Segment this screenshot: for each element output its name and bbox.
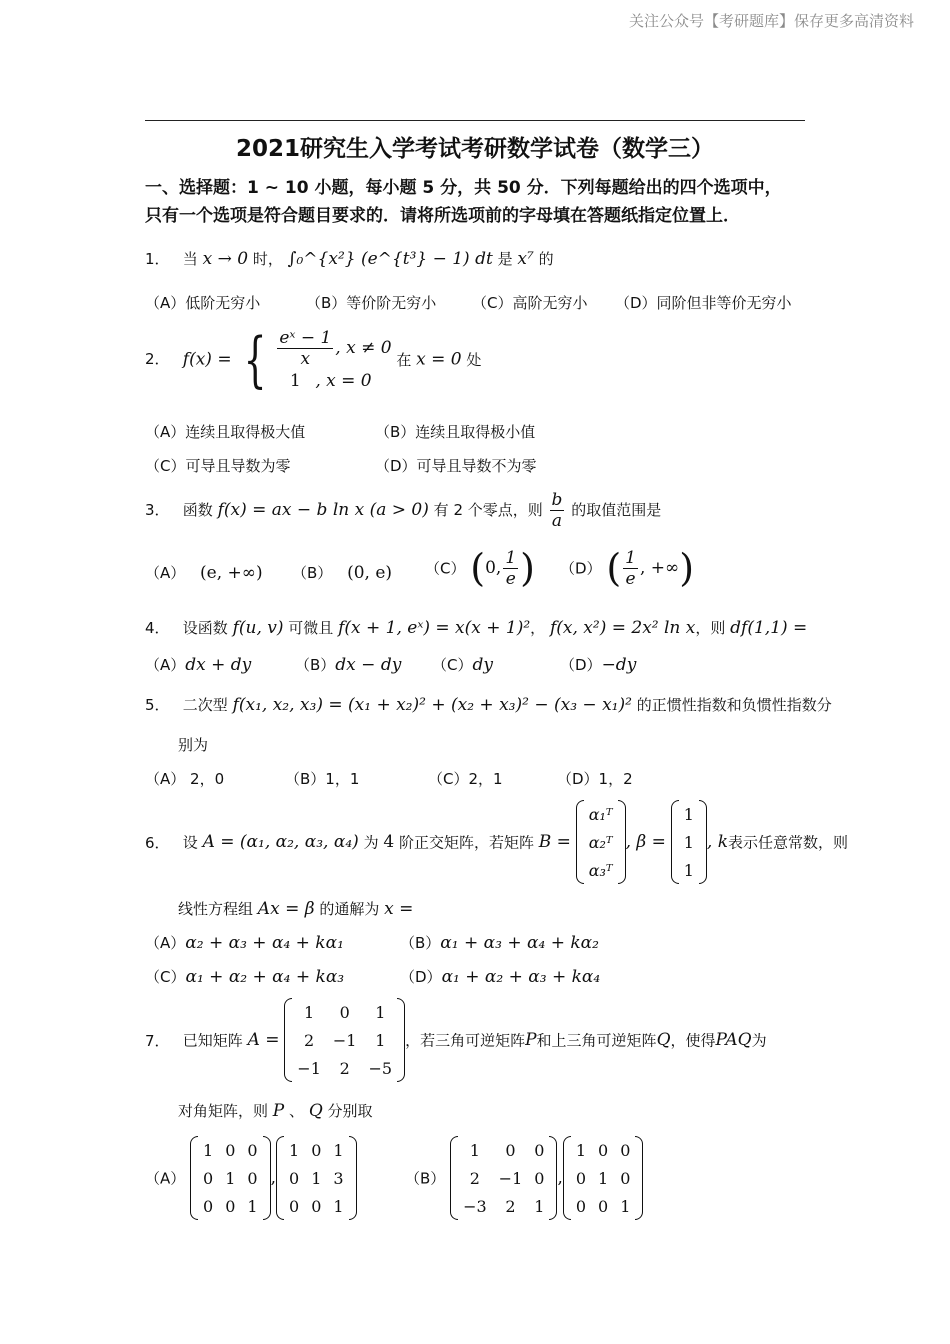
- matrix-cell: 2: [469, 1168, 480, 1188]
- matrix-cell: 1: [311, 1168, 322, 1188]
- q6-option-c[interactable]: [145, 966, 344, 987]
- option-value: dx + dy: [185, 655, 252, 675]
- matrix-P: [450, 1136, 557, 1220]
- math-A: A = (α₁, α₂, α₃, α₄): [202, 832, 359, 852]
- matrix-cell: 1: [534, 1196, 545, 1216]
- text: 的正惯性指数和负惯性指数分: [636, 696, 832, 714]
- q2-option-a[interactable]: （A）连续且取得极大值: [145, 423, 306, 441]
- math-P: P: [272, 1101, 285, 1121]
- matrix-cell: 0: [534, 1168, 545, 1188]
- matrix-cell: 1: [304, 1002, 315, 1022]
- q2-option-b[interactable]: （B）连续且取得极小值: [375, 423, 536, 441]
- matrix-cell: −5: [368, 1058, 393, 1078]
- option-value: 0,: [485, 558, 502, 578]
- paren-left-icon: (: [470, 546, 486, 590]
- text: 、: [289, 1102, 305, 1120]
- q7-option-b[interactable]: [405, 1136, 643, 1220]
- math-beta: , β =: [625, 832, 666, 852]
- paren-right-icon: ): [679, 546, 695, 590]
- matrix-cell: 1: [683, 832, 694, 852]
- numerator: 1: [505, 547, 517, 568]
- question-number: 1．: [145, 250, 170, 268]
- denominator: e: [625, 568, 636, 589]
- q5-option-d[interactable]: （D）1，2: [557, 770, 633, 788]
- question-4: [145, 617, 807, 638]
- math-k: , k: [706, 832, 728, 852]
- matrix-cell: 0: [203, 1168, 214, 1188]
- matrix-cell: α₃ᵀ: [588, 860, 613, 880]
- q1-option-a[interactable]: （A）低阶无穷小: [145, 294, 261, 312]
- matrix-cell: 1: [203, 1140, 214, 1160]
- option-value: −dy: [601, 655, 637, 675]
- math-four: 4: [383, 832, 395, 852]
- matrix-cell: 1: [469, 1140, 480, 1160]
- math-expr: x⁷: [517, 249, 534, 269]
- option-value: α₁ + α₂ + α₄ + kα₃: [185, 967, 345, 987]
- option-value: α₁ + α₂ + α₃ + kα₄: [441, 967, 601, 987]
- math-function: f(x) = ax − b ln x (a > 0): [217, 500, 429, 520]
- text: 阶正交矩阵，若矩阵: [398, 833, 534, 852]
- math-x: x =: [384, 899, 414, 919]
- paren-right-icon: ): [520, 546, 535, 590]
- option-label: （A）: [145, 656, 186, 674]
- text: 和上三角可逆矩阵: [536, 1031, 657, 1050]
- option-label: （B）: [400, 934, 441, 952]
- question-6: [145, 800, 848, 884]
- math-f: f(u, v): [232, 618, 284, 638]
- option-label: （A）: [145, 1169, 186, 1188]
- matrix-cell: 1: [247, 1196, 258, 1216]
- option-label: （B）: [295, 656, 336, 674]
- matrix-cell: 0: [575, 1196, 587, 1216]
- question-2: [145, 324, 482, 395]
- text: 处: [466, 351, 482, 369]
- q1-option-d[interactable]: （D）同阶但非等价无穷小: [615, 294, 792, 312]
- matrix-cell: 1: [375, 1030, 386, 1050]
- matrix-cell: 0: [225, 1196, 236, 1216]
- text: 可微且: [288, 619, 334, 637]
- q4-option-c[interactable]: [432, 654, 493, 675]
- text: 为: [363, 833, 379, 852]
- numerator: eˣ − 1: [279, 328, 332, 348]
- math-P: P: [525, 1030, 537, 1050]
- matrix-cell: 0: [598, 1196, 609, 1216]
- matrix-beta: [671, 800, 707, 884]
- matrix-cell: 0: [247, 1168, 258, 1188]
- text: 当: [182, 250, 198, 268]
- option-label: （C）: [432, 656, 473, 674]
- page-title: 2021研究生入学考试考研数学试卷（数学三）: [235, 136, 714, 162]
- matrix-cell: 1: [375, 1002, 386, 1022]
- question-number: 5．: [145, 696, 170, 714]
- matrix-cell: 1: [683, 860, 694, 880]
- matrix-cell: 0: [620, 1168, 631, 1188]
- math-condition: x → 0: [202, 249, 249, 269]
- math-A: A =: [247, 1030, 280, 1050]
- section-instructions: [145, 174, 810, 230]
- matrix-Q: [276, 1136, 357, 1220]
- option-value: (0, e): [347, 563, 393, 583]
- option-label: （B）: [292, 564, 333, 582]
- matrix-cell: 1: [683, 804, 694, 824]
- question-number: 7．: [145, 1031, 170, 1050]
- q3-option-d[interactable]: [560, 546, 694, 590]
- question-1: [145, 248, 554, 269]
- matrix-A: [284, 998, 405, 1082]
- section-line-2: 只有一个选项是符合题目要求的．请将所选项前的字母填在答题纸指定位置上．: [145, 206, 740, 226]
- option-label: （D）: [560, 656, 602, 674]
- text: 函数: [182, 501, 213, 519]
- section-line-1: 一、选择题：1 ~ 10 小题，每小题 5 分，共 50 分．下列每题给出的四个选项中，: [145, 178, 782, 198]
- comma: ,: [270, 1168, 277, 1188]
- text: ，则: [695, 619, 726, 637]
- matrix-cell: 1: [225, 1168, 236, 1188]
- denominator: x: [300, 349, 311, 369]
- text: ，若三角可逆矩阵: [405, 1031, 526, 1050]
- question-6-line-2: [178, 898, 413, 919]
- q5-option-b[interactable]: （B）1，1: [285, 770, 360, 788]
- matrix-cell: −1: [297, 1058, 321, 1078]
- matrix-cell: −1: [498, 1168, 523, 1188]
- watermark: 关注公众号【考研题库】保存更多高清资料: [628, 12, 914, 30]
- text: 已知矩阵: [182, 1031, 243, 1050]
- matrix-cell: 0: [575, 1168, 587, 1188]
- math-integral: ∫₀^{x²} (e^{t³} − 1) dt: [287, 249, 493, 269]
- option-label: （D）: [400, 968, 442, 986]
- text: 的取值范围是: [571, 501, 662, 519]
- math-B: B =: [538, 832, 571, 852]
- text: 时，: [252, 250, 283, 268]
- question-3: [145, 490, 661, 531]
- matrix-cell: 0: [339, 1002, 350, 1022]
- q3-option-b[interactable]: [292, 562, 392, 583]
- case-1-condition: , x ≠ 0: [335, 338, 392, 358]
- matrix-cell: 1: [333, 1140, 344, 1160]
- matrix-Q: [563, 1136, 644, 1220]
- option-label: （B）: [405, 1169, 446, 1188]
- text: 线性方程组: [178, 900, 254, 918]
- question-number: 6．: [145, 833, 170, 852]
- text: 有 2 个零点，则: [433, 501, 543, 519]
- numerator: 1: [625, 547, 636, 568]
- math-PAQ: PAQ: [715, 1030, 752, 1050]
- matrix-P: [190, 1136, 271, 1220]
- q3-option-c[interactable]: [425, 546, 535, 590]
- option-label: （C）: [425, 559, 466, 578]
- option-label: （A）: [145, 564, 186, 582]
- matrix-cell: 1: [575, 1140, 587, 1160]
- q2-option-d[interactable]: （D）可导且导数不为零: [375, 457, 537, 475]
- matrix-cell: 1: [333, 1196, 344, 1216]
- question-7-line-2: [178, 1100, 373, 1121]
- text: 设: [182, 833, 198, 852]
- math-Q: Q: [656, 1030, 671, 1050]
- matrix-cell: 0: [311, 1140, 322, 1160]
- fraction-b-over-a: [550, 490, 565, 531]
- option-label: （D）: [560, 559, 602, 578]
- q1-option-b[interactable]: （B）等价阶无穷小: [306, 294, 437, 312]
- comma: ,: [557, 1168, 563, 1188]
- denominator: e: [505, 568, 516, 589]
- text: 二次型: [182, 696, 228, 714]
- fraction: [503, 548, 518, 589]
- question-7: [145, 998, 767, 1082]
- question-5: [145, 694, 832, 715]
- case-2-condition: , x = 0: [315, 371, 372, 391]
- matrix-cell: 0: [505, 1140, 516, 1160]
- fraction: [623, 548, 638, 589]
- text: 分别取: [327, 1102, 373, 1120]
- math-ask: df(1,1) =: [730, 618, 808, 638]
- q4-option-b[interactable]: [295, 654, 401, 675]
- option-value: , +∞: [640, 558, 680, 578]
- q6-option-b[interactable]: [400, 932, 599, 953]
- case-2-value: 1: [289, 371, 301, 391]
- q5-option-a[interactable]: （A） 2，0: [145, 770, 225, 788]
- text: ，使得: [670, 1031, 716, 1050]
- text: 的: [538, 250, 554, 268]
- matrix-cell: 0: [247, 1140, 258, 1160]
- text: 是: [497, 250, 513, 268]
- matrix-cell: α₁ᵀ: [588, 804, 613, 824]
- numerator: b: [551, 490, 563, 510]
- text: 的通解为: [319, 900, 380, 918]
- matrix-cell: 0: [225, 1140, 236, 1160]
- text: 设函数: [182, 619, 228, 637]
- matrix-cell: 0: [534, 1140, 545, 1160]
- matrix-cell: 2: [339, 1058, 350, 1078]
- option-value: dy: [472, 655, 493, 675]
- matrix-cell: 0: [289, 1168, 300, 1188]
- math-condition-2: f(x, x²) = 2x² ln x: [549, 618, 696, 638]
- q6-option-a[interactable]: [145, 932, 344, 953]
- brace-icon: {: [243, 324, 267, 395]
- q2-option-c[interactable]: （C）可导且导数为零: [145, 457, 291, 475]
- matrix-cell: 2: [505, 1196, 516, 1216]
- matrix-cell: 0: [598, 1140, 609, 1160]
- text: 为: [751, 1031, 767, 1050]
- paren-left-icon: (: [606, 546, 622, 590]
- question-number: 4．: [145, 619, 170, 637]
- matrix-cell: 3: [333, 1168, 344, 1188]
- math-condition-1: f(x + 1, eˣ) = x(x + 1)²: [338, 618, 531, 638]
- matrix-B: [576, 800, 626, 884]
- math-system: Ax = β: [257, 899, 315, 919]
- matrix-cell: 0: [289, 1196, 300, 1216]
- math-point: x = 0: [416, 349, 462, 370]
- q4-option-a[interactable]: [145, 654, 251, 675]
- math-Q: Q: [308, 1101, 323, 1121]
- matrix-cell: 0: [203, 1196, 214, 1216]
- matrix-cell: 1: [620, 1196, 631, 1216]
- q6-option-d[interactable]: [400, 966, 600, 987]
- option-label: （C）: [145, 968, 186, 986]
- matrix-cell: 2: [304, 1030, 315, 1050]
- header-rule: [145, 120, 805, 121]
- option-value: dx − dy: [335, 655, 402, 675]
- q7-option-a[interactable]: [145, 1136, 357, 1220]
- q3-option-a[interactable]: [145, 562, 263, 583]
- question-number: 2．: [145, 350, 170, 368]
- text: 在: [396, 351, 412, 369]
- q5-option-c[interactable]: （C）2，1: [428, 770, 503, 788]
- matrix-cell: 0: [311, 1196, 322, 1216]
- matrix-cell: α₂ᵀ: [588, 832, 613, 852]
- piecewise-cases: [275, 328, 391, 391]
- text: 对角矩阵，则: [178, 1102, 269, 1120]
- math-lhs: f(x) =: [182, 349, 232, 370]
- matrix-cell: −3: [463, 1196, 487, 1216]
- case-1-fraction: [277, 328, 333, 369]
- text: ，: [530, 619, 546, 637]
- option-value: α₂ + α₃ + α₄ + kα₁: [185, 933, 344, 953]
- option-value: α₁ + α₃ + α₄ + kα₂: [440, 933, 599, 953]
- question-5-line-2: 别为: [178, 736, 209, 754]
- math-quadratic-form: f(x₁, x₂, x₃) = (x₁ + x₂)² + (x₂ + x₃)² − (x₃ − x₁)²: [232, 695, 632, 715]
- text: 表示任意常数，则: [728, 833, 849, 852]
- option-value: (e, +∞): [200, 563, 263, 583]
- matrix-cell: −1: [332, 1030, 357, 1050]
- q4-option-d[interactable]: [560, 654, 636, 675]
- matrix-cell: 1: [598, 1168, 609, 1188]
- question-number: 3．: [145, 501, 170, 519]
- denominator: a: [551, 511, 563, 531]
- q1-option-c[interactable]: （C）高阶无穷小: [472, 294, 588, 312]
- matrix-cell: 0: [620, 1140, 631, 1160]
- matrix-cell: 1: [289, 1140, 300, 1160]
- option-label: （A）: [145, 934, 186, 952]
